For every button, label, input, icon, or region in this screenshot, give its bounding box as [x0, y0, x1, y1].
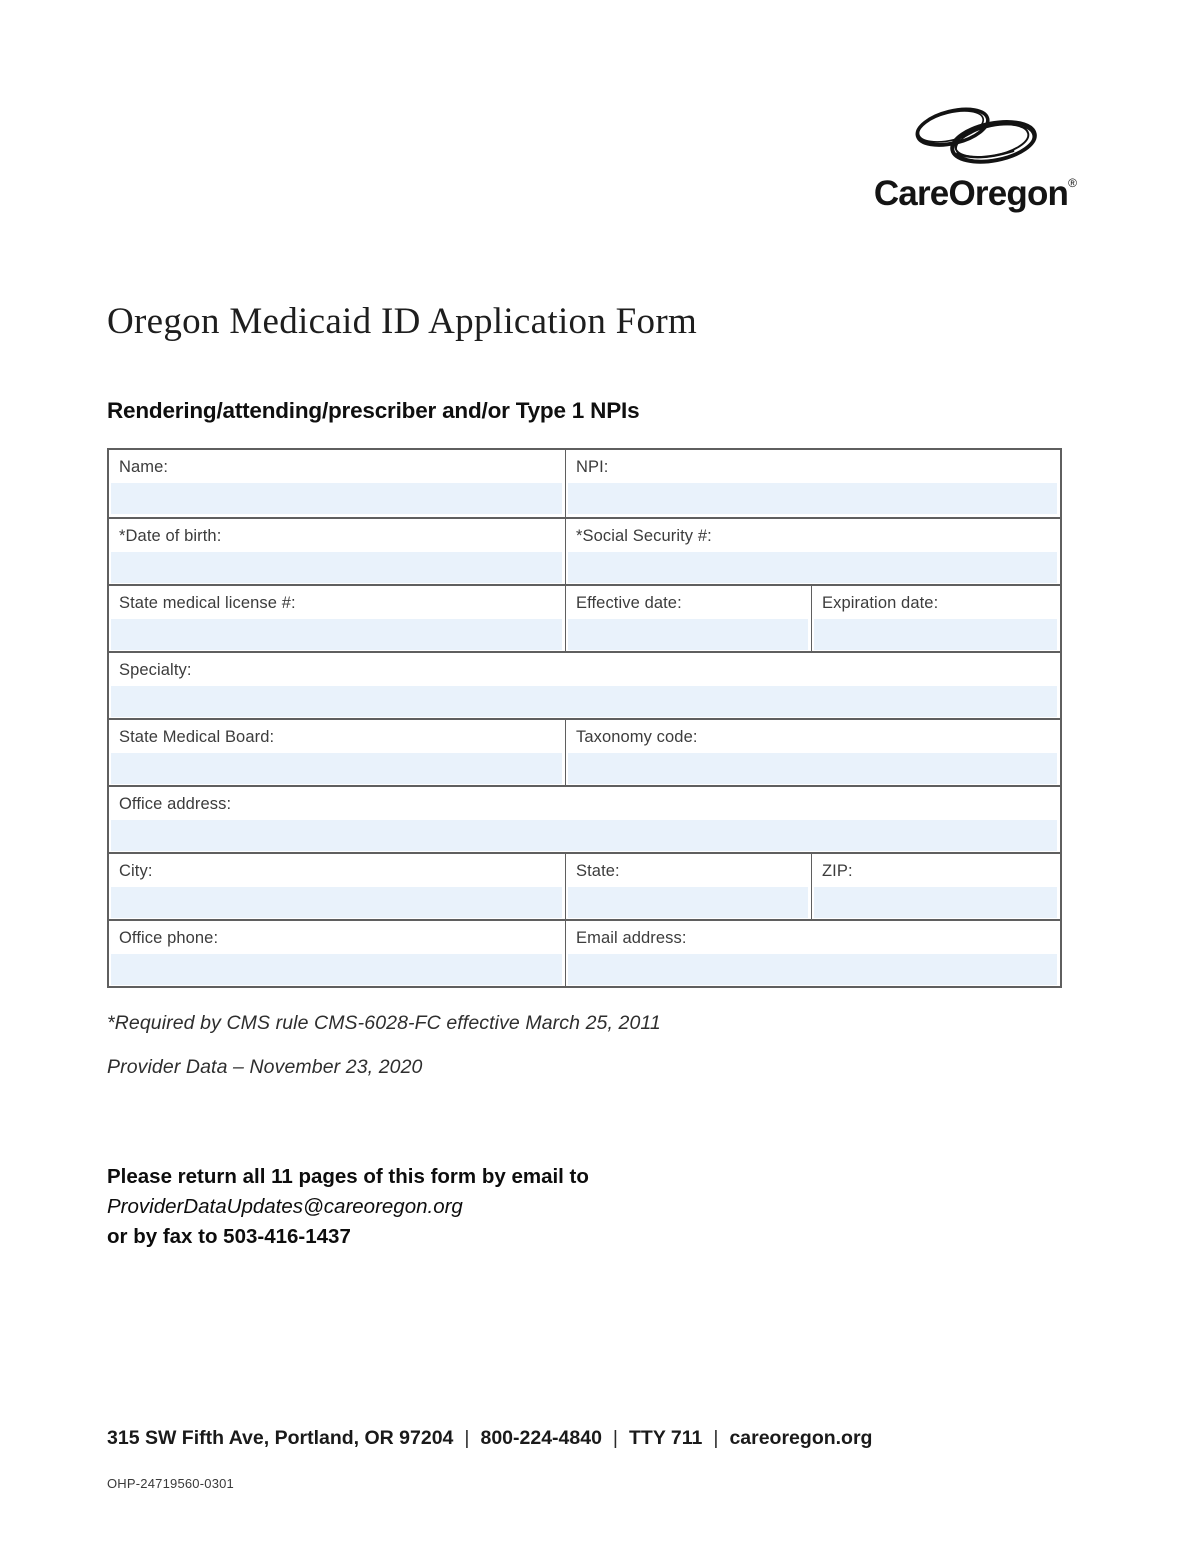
- form-cell: [811, 586, 1060, 653]
- form-cell: [109, 787, 1060, 854]
- field-label: State medical license #:: [119, 594, 296, 612]
- return-instruction-fax: or by fax to 503-416-1437: [107, 1225, 351, 1248]
- footer-phone: 800-224-4840: [480, 1427, 602, 1449]
- provider-data-note: Provider Data – November 23, 2020: [107, 1056, 423, 1078]
- form-cell: [565, 519, 1060, 586]
- form-cell: [565, 720, 1060, 787]
- footer-separator: |: [612, 1427, 618, 1449]
- return-instruction-line1: Please return all 11 pages of this form by email to: [107, 1165, 589, 1188]
- field-label: Email address:: [576, 929, 687, 947]
- form-cell: [109, 519, 565, 586]
- field-label: Office phone:: [119, 929, 219, 947]
- field-input[interactable]: [111, 820, 1057, 851]
- field-input[interactable]: [568, 954, 1057, 985]
- footer-address: 315 SW Fifth Ave, Portland, OR 97204: [107, 1427, 454, 1449]
- footer-website: careoregon.org: [729, 1427, 873, 1449]
- page-title: Oregon Medicaid ID Application Form: [107, 301, 698, 342]
- form-row: [109, 852, 1060, 919]
- field-input[interactable]: [111, 686, 1057, 717]
- field-label: *Date of birth:: [119, 527, 222, 545]
- field-input[interactable]: [568, 753, 1057, 784]
- careoregon-wordmark-text: CareOregon: [873, 174, 1069, 213]
- field-input[interactable]: [111, 619, 562, 650]
- form-row: [109, 651, 1060, 718]
- field-label: Effective date:: [576, 594, 682, 612]
- footer-tty: TTY 711: [629, 1427, 703, 1449]
- field-input[interactable]: [568, 483, 1057, 514]
- field-input[interactable]: [111, 954, 562, 985]
- field-label: Expiration date:: [822, 594, 939, 612]
- footer-contact-line: [107, 1427, 872, 1450]
- form-row: [109, 450, 1060, 517]
- field-input[interactable]: [111, 552, 562, 583]
- field-label: Specialty:: [119, 661, 192, 679]
- field-label: Name:: [119, 458, 169, 476]
- field-input[interactable]: [568, 887, 808, 918]
- field-input[interactable]: [814, 887, 1057, 918]
- field-label: City:: [119, 862, 153, 880]
- form-code: OHP-24719560-0301: [107, 1476, 234, 1491]
- field-label: State:: [576, 862, 620, 880]
- field-label: ZIP:: [822, 862, 853, 880]
- form-cell: [811, 854, 1060, 921]
- form-cell: [109, 854, 565, 921]
- form-cell: [565, 586, 811, 653]
- field-input[interactable]: [111, 753, 562, 784]
- form-cell: [109, 450, 565, 517]
- form-cell: [565, 450, 1060, 517]
- field-label: Office address:: [119, 795, 232, 813]
- form-cell: [109, 720, 565, 787]
- field-label: Taxonomy code:: [576, 728, 698, 746]
- section-heading: Rendering/attending/prescriber and/or Type 1 NPIs: [107, 398, 640, 423]
- field-input[interactable]: [111, 483, 562, 514]
- field-label: NPI:: [576, 458, 609, 476]
- npi-form-table: [107, 448, 1062, 988]
- form-cell: [565, 854, 811, 921]
- footer-separator: |: [713, 1427, 719, 1449]
- form-row: [109, 718, 1060, 785]
- cms-required-note: *Required by CMS rule CMS-6028-FC effective March 25, 2011: [107, 1012, 661, 1034]
- careoregon-wordmark: [850, 176, 1100, 213]
- form-cell: [109, 653, 1060, 720]
- careoregon-swirl-icon: [901, 96, 1049, 176]
- field-label: *Social Security #:: [576, 527, 712, 545]
- careoregon-logo: [850, 96, 1100, 213]
- return-instructions: [107, 1162, 589, 1252]
- form-cell: [565, 921, 1060, 988]
- footer-separator: |: [464, 1427, 470, 1449]
- field-input[interactable]: [814, 619, 1057, 650]
- form-cell: [109, 586, 565, 653]
- notes-block: [107, 1012, 661, 1100]
- form-row: [109, 584, 1060, 651]
- field-input[interactable]: [568, 552, 1057, 583]
- form-row: [109, 517, 1060, 584]
- field-label: State Medical Board:: [119, 728, 275, 746]
- return-email-address: ProviderDataUpdates@careoregon.org: [107, 1195, 463, 1218]
- form-row: [109, 919, 1060, 986]
- field-input[interactable]: [568, 619, 808, 650]
- form-row: [109, 785, 1060, 852]
- form-cell: [109, 921, 565, 988]
- registered-trademark-mark: ®: [1068, 176, 1077, 190]
- field-input[interactable]: [111, 887, 562, 918]
